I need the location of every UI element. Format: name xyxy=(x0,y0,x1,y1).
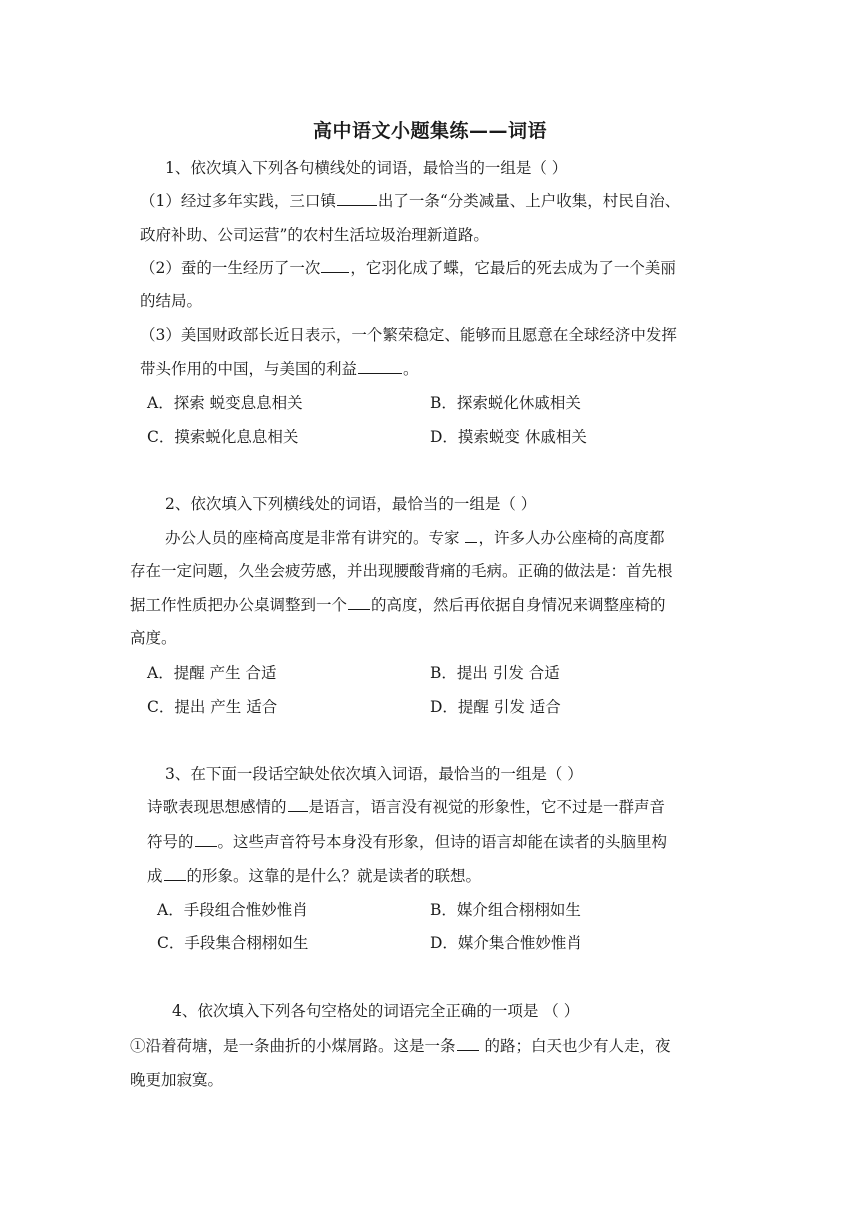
question-4-sentence-1-line-1 xyxy=(130,1036,670,1056)
question-3-option-b: B．媒介组合栩栩如生 xyxy=(430,901,581,919)
answer-blank xyxy=(358,359,402,374)
question-1-sentence-2-line-2: 的结局。 xyxy=(140,292,203,310)
sentence-text: 带头作用的中国，与美国的利益 xyxy=(140,360,358,378)
document-title: 高中语文小题集练——词语 xyxy=(312,120,547,142)
question-1-stem: 1、依次填入下列各句横线处的词语，最恰当的一组是（ ） xyxy=(165,159,568,177)
question-2-passage-line-2: 存在一定问题，久坐会疲劳感，并出现腰酸背痛的毛病。正确的做法是：首先根 xyxy=(130,562,673,580)
question-1-sentence-2-line-1 xyxy=(140,258,676,278)
question-4-stem: 4、依次填入下列各句空格处的词语完全正确的一项是 （ ） xyxy=(172,1002,580,1020)
answer-blank xyxy=(321,258,349,273)
question-2-passage-line-1 xyxy=(165,528,664,548)
question-2-passage-line-4: 高度。 xyxy=(130,629,177,647)
answer-blank xyxy=(348,595,370,610)
passage-text: 的形象。这靠的是什么？就是读者的联想。 xyxy=(186,867,482,885)
question-2-passage-line-3 xyxy=(130,595,666,615)
passage-text: 办公人员的座椅高度是非常有讲究的。专家 xyxy=(165,529,465,547)
passage-text: 符号的 xyxy=(147,833,194,851)
question-1-option-d: D．摸索蜕变 休戚相关 xyxy=(430,428,587,446)
passage-text: 。这些声音符号本身没有形象，但诗的语言却能在读者的头脑里构 xyxy=(217,833,668,851)
question-1-option-a: A．探索 蜕变息息相关 xyxy=(147,394,303,412)
answer-blank xyxy=(195,832,217,847)
sentence-text: 的路；白天也少有人走，夜 xyxy=(479,1037,671,1055)
question-3-passage-line-3 xyxy=(147,866,481,886)
question-2-option-c: C．提出 产生 适合 xyxy=(147,698,278,716)
sentence-text: （1）经过多年实践，三口镇 xyxy=(140,192,336,210)
question-2-option-b: B．提出 引发 合适 xyxy=(430,664,560,682)
question-2-stem: 2、依次填入下列横线处的词语，最恰当的一组是（ ） xyxy=(165,495,537,513)
answer-blank xyxy=(457,1036,479,1051)
answer-blank xyxy=(288,797,308,812)
question-1-sentence-3-line-1: （3）美国财政部长近日表示，一个繁荣稳定、能够而且愿意在全球经济中发挥 xyxy=(140,326,677,344)
question-3-option-a: A．手段组合惟妙惟肖 xyxy=(157,901,308,919)
sentence-text: ，它羽化成了蝶，它最后的死去成为了一个美丽 xyxy=(350,259,676,277)
question-1-sentence-3-line-2 xyxy=(140,359,419,379)
passage-text: 是语言，语言没有视觉的形象性，它不过是一群声音 xyxy=(308,798,666,816)
passage-text: ，许多人办公座椅的高度都 xyxy=(478,529,665,547)
passage-text: 成 xyxy=(147,867,163,885)
passage-text: 诗歌表现思想感情的 xyxy=(147,798,287,816)
sentence-text: （2）蚕的一生经历了一次 xyxy=(140,259,321,277)
answer-blank xyxy=(465,528,477,543)
sentence-text: ①沿着荷塘，是一条曲折的小煤屑路。这是一条 xyxy=(130,1037,456,1055)
question-3-option-d: D．媒介集合惟妙惟肖 xyxy=(430,934,582,952)
answer-blank xyxy=(337,191,377,206)
question-1-sentence-1-line-2: 政府补助、公司运营”的农村生活垃圾治理新道路。 xyxy=(140,226,489,244)
sentence-text: 。 xyxy=(403,360,419,378)
passage-text: 的高度，然后再依据自身情况来调整座椅的 xyxy=(371,596,666,614)
question-1-sentence-1-line-1 xyxy=(140,191,680,211)
question-3-stem: 3、在下面一段话空缺处依次填入词语，最恰当的一组是（ ） xyxy=(165,765,583,783)
question-3-option-c: C．手段集合栩栩如生 xyxy=(157,934,309,952)
question-3-passage-line-1 xyxy=(147,797,665,817)
question-4-sentence-1-line-2: 晚更加寂寞。 xyxy=(130,1071,224,1089)
sentence-text: 出了一条“分类减量、上户收集，村民自治、 xyxy=(377,192,681,210)
question-1-option-b: B．探索蜕化休戚相关 xyxy=(430,394,581,412)
passage-text: 据工作性质把办公桌调整到一个 xyxy=(130,596,348,614)
question-2-option-a: A．提醒 产生 合适 xyxy=(147,664,277,682)
question-2-option-d: D．提醒 引发 适合 xyxy=(430,698,561,716)
question-3-passage-line-2 xyxy=(147,832,667,852)
question-1-option-c: C．摸索蜕化息息相关 xyxy=(147,428,299,446)
answer-blank xyxy=(164,866,186,881)
